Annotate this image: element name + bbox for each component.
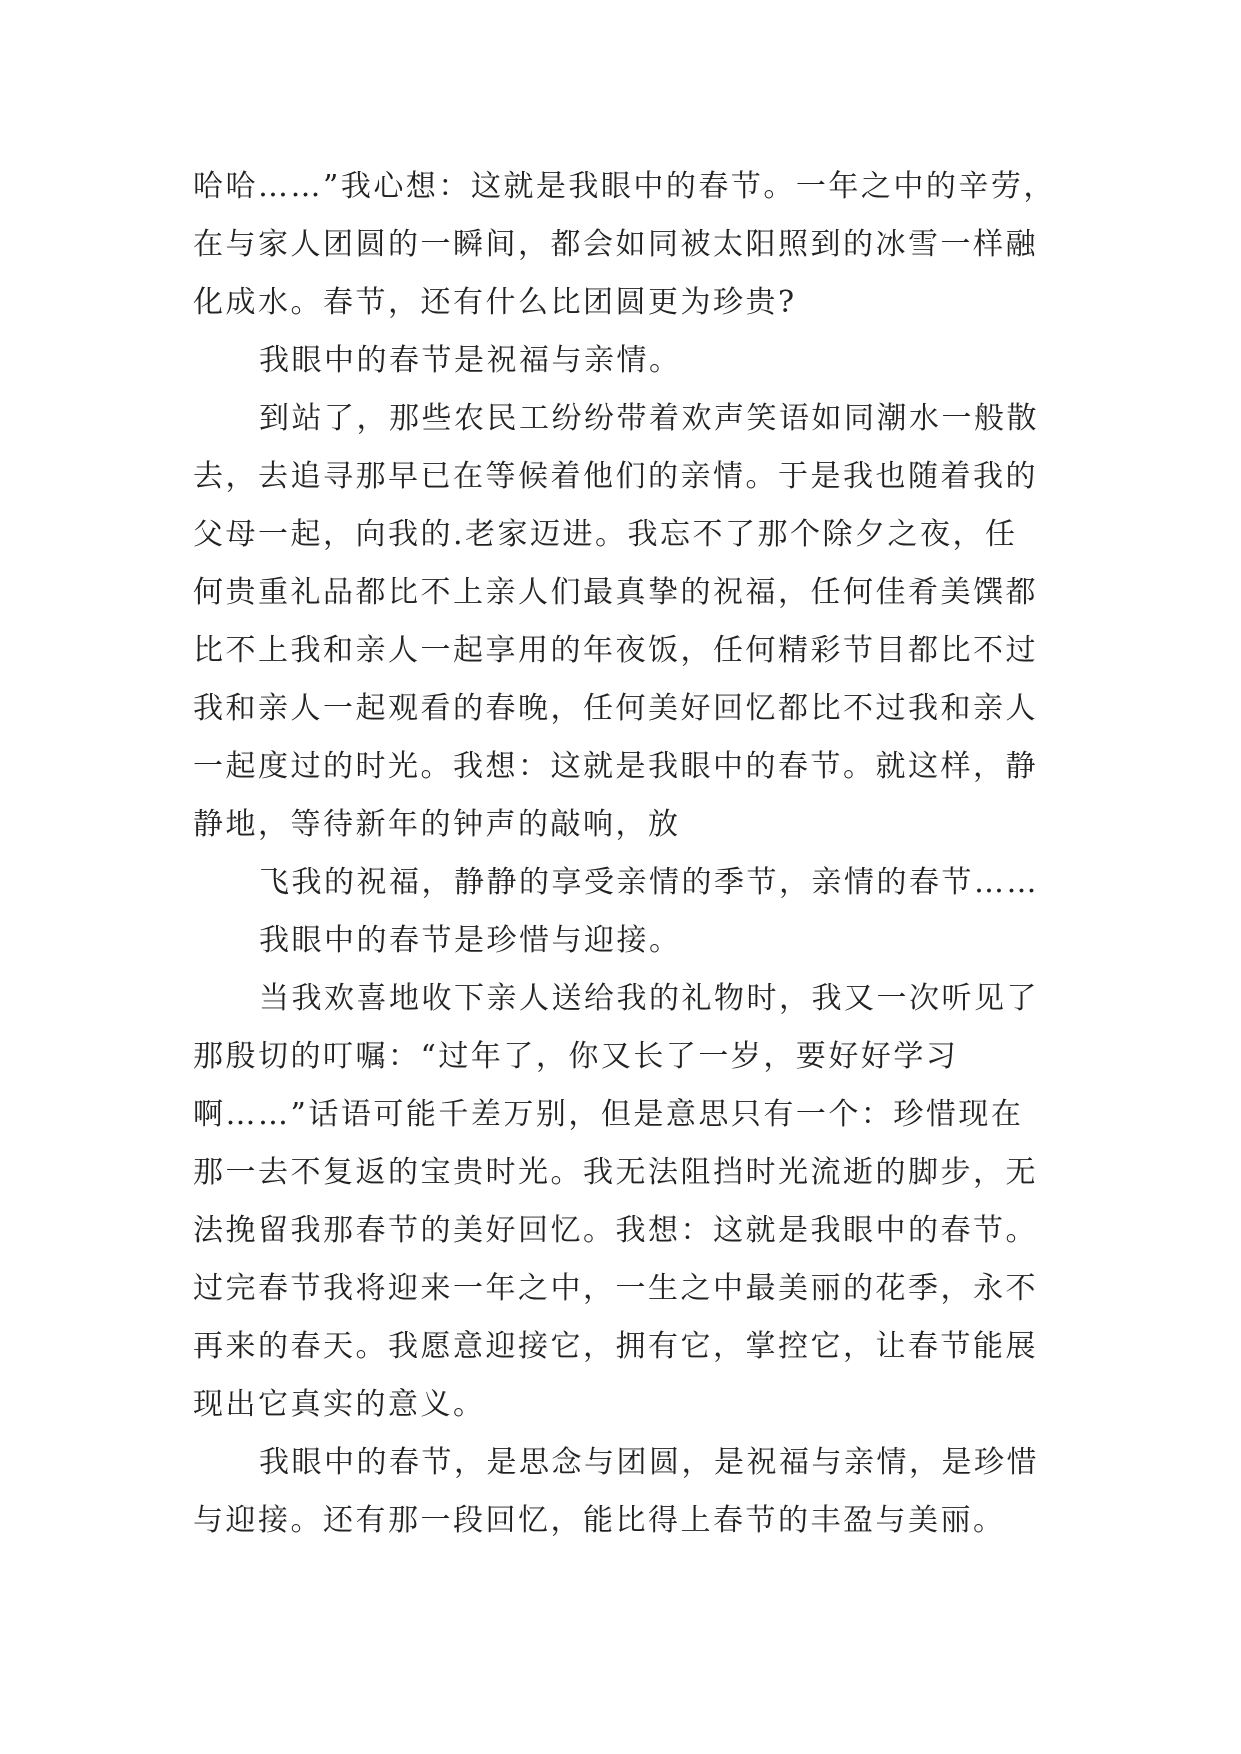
text-line: 何贵重礼品都比不上亲人们最真挚的祝福，任何佳肴美馔都 bbox=[193, 575, 1038, 610]
text-line: 与迎接。还有那一段回忆，能比得上春节的丰盈与美丽。 bbox=[193, 1503, 1006, 1538]
text-line: 我眼中的春节，是思念与团圆，是祝福与亲情，是珍惜 bbox=[259, 1445, 1039, 1480]
text-line: 我和亲人一起观看的春晚，任何美好回忆都比不过我和亲人 bbox=[193, 691, 1038, 726]
text-line: 父母一起，向我的.老家迈进。我忘不了那个除夕之夜，任 bbox=[193, 517, 1018, 552]
text-line: 法挽留我那春节的美好回忆。我想：这就是我眼中的春节。 bbox=[193, 1213, 1038, 1248]
text-line: 再来的春天。我愿意迎接它，拥有它，掌控它，让春节能展 bbox=[193, 1329, 1038, 1364]
text-line: 飞我的祝福，静静的享受亲情的季节，亲情的春节…… bbox=[259, 865, 1039, 900]
text-line: 一起度过的时光。我想：这就是我眼中的春节。就这样，静 bbox=[193, 749, 1038, 784]
text-line: 去，去追寻那早已在等候着他们的亲情。于是我也随着我的 bbox=[193, 459, 1038, 494]
text-line: 到站了，那些农民工纷纷带着欢声笑语如同潮水一般散 bbox=[259, 401, 1039, 436]
text-line: 我眼中的春节是珍惜与迎接。 bbox=[259, 923, 682, 958]
text-line: 我眼中的春节是祝福与亲情。 bbox=[259, 343, 682, 378]
text-line: 那殷切的叮嘱：“过年了，你又长了一岁，要好好学习 bbox=[193, 1039, 959, 1074]
text-line: 过完春节我将迎来一年之中，一生之中最美丽的花季，永不 bbox=[193, 1271, 1038, 1306]
text-line: 化成水。春节，还有什么比团圆更为珍贵? bbox=[193, 285, 797, 320]
text-line: 现出它真实的意义。 bbox=[193, 1387, 486, 1422]
text-line: 啊……”话语可能千差万别，但是意思只有一个：珍惜现在 bbox=[193, 1097, 1024, 1132]
text-line: 比不上我和亲人一起享用的年夜饭，任何精彩节目都比不过 bbox=[193, 633, 1038, 668]
text-line: 哈哈……”我心想：这就是我眼中的春节。一年之中的辛劳， bbox=[193, 169, 1056, 204]
text-line: 静地，等待新年的钟声的敲响，放 bbox=[193, 807, 681, 842]
text-line: 当我欢喜地收下亲人送给我的礼物时，我又一次听见了 bbox=[259, 981, 1039, 1016]
document-body bbox=[193, 158, 1056, 1550]
text-line: 在与家人团圆的一瞬间，都会如同被太阳照到的冰雪一样融 bbox=[193, 227, 1038, 262]
text-line: 那一去不复返的宝贵时光。我无法阻挡时光流逝的脚步，无 bbox=[193, 1155, 1038, 1190]
